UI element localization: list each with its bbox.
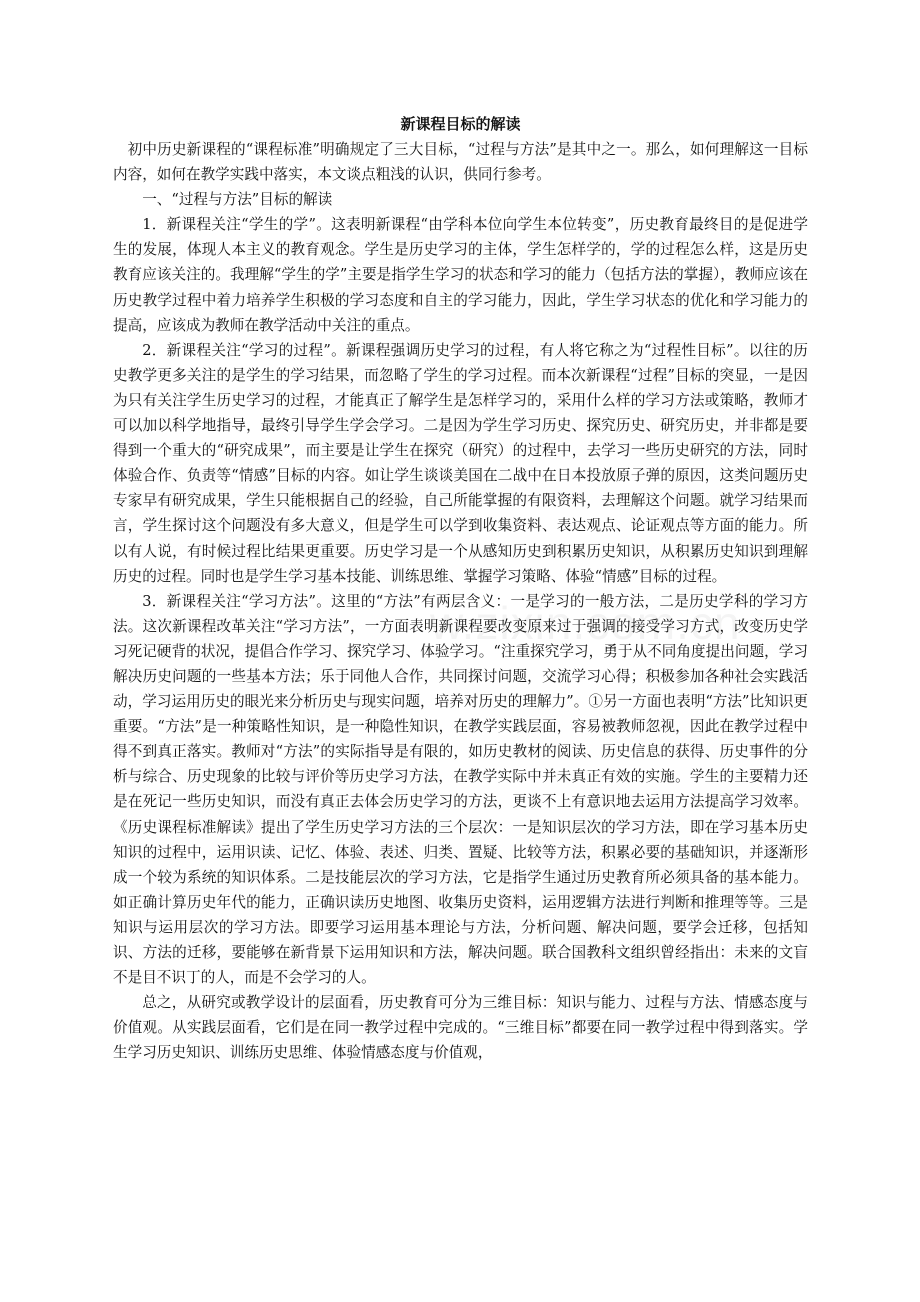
paragraph-learning-process: 2．新课程关注“学习的过程”。新课程强调历史学习的过程，有人将它称之为“过程性目标”。以往的历史教学更多关注的是学生的学习结果，而忽略了学生的学习过程。而本次新课程“过程”目标的突显，一是因为只有关注学生历史学习的过程，才能真正了解学生是怎样学习的，采用什么样的学习方法或策略，教师才可以加以科学地指导，最终引导学生学会学习。二是因为学生学习历史、探究历史、研究历史，并非都是要得到一个重大的“研究成果”，而主要是让学生在探究（研究）的过程中，去学习一些历史研究的方法，同时体验合作、负责等“情感”目标的内容。如让学生谈谈美国在二战中在日本投放原子弹的原因，这类问题历史专家早有研究成果，学生只能根据自己的经验，自己所能掌握的有限资料，去理解这个问题。就学习结果而言，学生探讨这个问题没有多大意义，但是学生可以学到收集资料、表达观点、论证观点等方面的能力。所以有人说，有时候过程比结果更重要。历史学习是一个从感知历史到积累历史知识，从积累历史知识到理解历史的过程。同时也是学生学习基本技能、训练思维、掌握学习策略、体验“情感”目标的过程。 (113, 341, 808, 585)
paragraph-learning-method: 3．新课程关注“学习方法”。这里的“方法”有两层含义：一是学习的一般方法，二是历史学科的学习方法。这次新课程改革关注“学习方法”，一方面表明新课程要改变原来过于强调的接受学习方式，改变历史学习死记硬背的状况，提倡合作学习、探究学习、体验学习。“注重探究学习，勇于从不同角度提出问题，学习解决历史问题的一些基本方法；乐于同他人合作，共同探讨问题，交流学习心得；积极参加各种社会实践活动，学习运用历史的眼光来分析历史与现实问题，培养对历史的理解力”。①另一方面也表明“方法”比知识更重要。“方法”是一种策略性知识，是一种隐性知识，在教学实践层面，容易被教师忽视，因此在教学过程中得不到真正落实。教师对“方法”的实际指导是有限的，如历史教材的阅读、历史信息的获得、历史事件的分析与综合、历史现象的比较与评价等历史学习方法，在教学实际中并未真正有效的实施。学生的主要精力还是在死记一些历史知识，而没有真正去体会历史学习的方法，更谈不上有意识地去运用方法提高学习效率。《历史课程标准解读》提出了学生历史学习方法的三个层次：一是知识层次的学习方法，即在学习基本历史知识的过程中，运用识读、记忆、体验、表述、归类、置疑、比较等方法，积累必要的基础知识，并逐渐形成一个较为系统的知识体系。二是技能层次的学习方法，它是指学生通过历史教育所必须具备的基本能力。如正确计算历史年代的能力，正确识读历史地图、收集历史资料，运用逻辑方法进行判断和推理等等。三是知识与运用层次的学习方法。即要学习运用基本理论与方法，分析问题、解决问题，要学会迁移，包括知识、方法的迁移，要能够在新背景下运用知识和方法，解决问题。联合国教科文组织曾经指出：未来的文盲不是目不识丁的人，而是不会学习的人。 (113, 592, 808, 987)
document-title: 新课程目标的解读 (400, 115, 521, 133)
intro-paragraph: 初中历史新课程的“课程标准”明确规定了三大目标，“过程与方法”是其中之一。那么，如何理解这一目标内容，如何在教学实践中落实，本文谈点粗浅的认识，供同行参考。 (113, 141, 808, 184)
paragraph-summary: 总之，从研究或教学设计的层面看，历史教育可分为三维目标：知识与能力、过程与方法、情感态度与价值观。从实践层面看，它们是在同一教学过程中完成的。“三维目标”都要在同一教学过程中得到落实。学生学习历史知识、训练历史思维、体验情感态度与价值观， (113, 994, 808, 1062)
section-heading: 一、“过程与方法”目标的解读 (142, 191, 333, 209)
document-page (113, 112, 808, 1065)
paragraph-student-learning: 1．新课程关注“学生的学”。这表明新课程“由学科本位向学生本位转变”，历史教育最终目的是促进学生的发展，体现人本主义的教育观念。学生是历史学习的主体，学生怎样学的，学的过程怎么样，这是历史教育应该关注的。我理解“学生的学”主要是指学生学习的状态和学习的能力（包括方法的掌握），教师应该在历史教学过程中着力培养学生积极的学习态度和自主的学习能力，因此，学生学习状态的优化和学习能力的提高，应该成为教师在教学活动中关注的重点。 (113, 216, 808, 334)
